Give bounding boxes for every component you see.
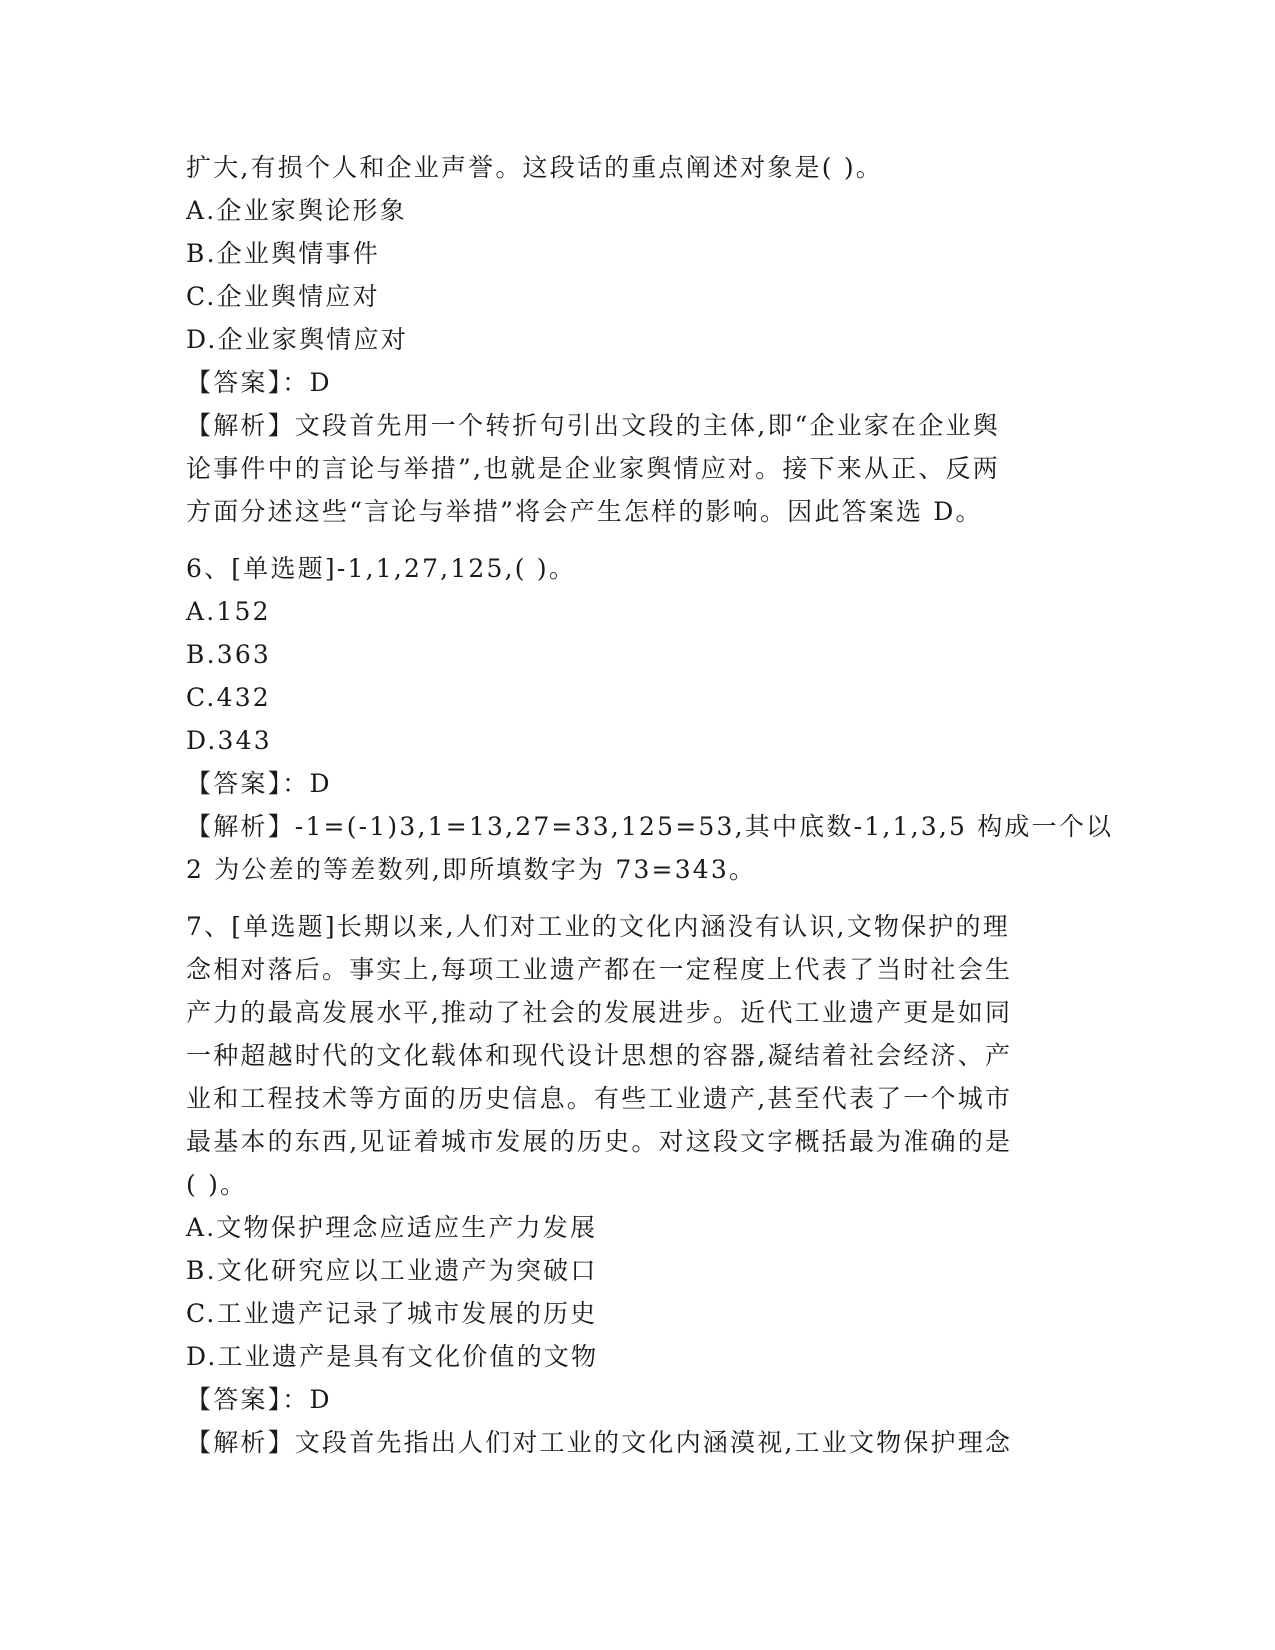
question-5-answer: 【答案】：D: [186, 368, 332, 397]
question-5-stem: 扩大,有损个人和企业声誉。这段话的重点阐述对象是( )。: [186, 153, 884, 182]
question-6-option-a: A.152: [186, 597, 271, 626]
question-7-stem-line: 产力的最高发展水平,推动了社会的发展进步。近代工业遗产更是如同: [186, 998, 1013, 1027]
question-7-stem-line: 最基本的东西,见证着城市发展的历史。对这段文字概括最为准确的是: [186, 1127, 1013, 1156]
question-6-option-c: C.432: [186, 683, 271, 712]
question-7-stem-line: 念相对落后。事实上,每项工业遗产都在一定程度上代表了当时社会生: [186, 955, 1013, 984]
question-5-option-a: A.企业家舆论形象: [186, 196, 407, 225]
question-5-analysis-line: 【解析】文段首先用一个转折句引出文段的主体,即“企业家在企业舆: [186, 411, 1000, 440]
question-7-stem-line: 一种超越时代的文化载体和现代设计思想的容器,凝结着社会经济、产: [186, 1041, 1013, 1070]
question-7-analysis-line: 【解析】文段首先指出人们对工业的文化内涵漠视,工业文物保护理念: [186, 1428, 1013, 1457]
question-gap: [186, 533, 1086, 547]
question-6-answer: 【答案】：D: [186, 769, 332, 798]
question-7-stem-line: ( )。: [186, 1170, 248, 1199]
question-5-option-d: D.企业家舆情应对: [186, 325, 408, 354]
document-body: [186, 146, 1114, 1464]
question-7-option-c: C.工业遗产记录了城市发展的历史: [186, 1299, 598, 1328]
question-6-stem: 6、[单选题]-1,1,27,125,( )。: [186, 554, 577, 583]
question-6-option-d: D.343: [186, 726, 272, 755]
question-5-option-b: B.企业舆情事件: [186, 239, 380, 268]
question-6-option-b: B.363: [186, 640, 272, 669]
question-7-option-d: D.工业遗产是具有文化价值的文物: [186, 1342, 599, 1371]
question-7-option-b: B.文化研究应以工业遗产为突破口: [186, 1256, 598, 1285]
question-7-answer: 【答案】：D: [186, 1385, 332, 1414]
question-5-analysis-line: 论事件中的言论与举措”,也就是企业家舆情应对。接下来从正、反两: [186, 454, 1000, 483]
question-6-analysis-line: 【解析】-1=(-1)3,1=13,27=33,125=53,其中底数-1,1,3,5 构成一个以: [186, 812, 1114, 841]
question-gap: [186, 891, 1086, 905]
question-7-stem-line: 7、[单选题]长期以来,人们对工业的文化内涵没有认识,文物保护的理: [186, 912, 1010, 941]
question-5-option-c: C.企业舆情应对: [186, 282, 380, 311]
question-7-stem-line: 业和工程技术等方面的历史信息。有些工业遗产,甚至代表了一个城市: [186, 1084, 1013, 1113]
question-6-analysis-line: 2 为公差的等差数列,即所填数字为 73=343。: [186, 855, 757, 884]
question-7-option-a: A.文物保护理念应适应生产力发展: [186, 1213, 598, 1242]
question-5-analysis-line: 方面分述这些“言论与举措”将会产生怎样的影响。因此答案选 D。: [186, 497, 983, 526]
